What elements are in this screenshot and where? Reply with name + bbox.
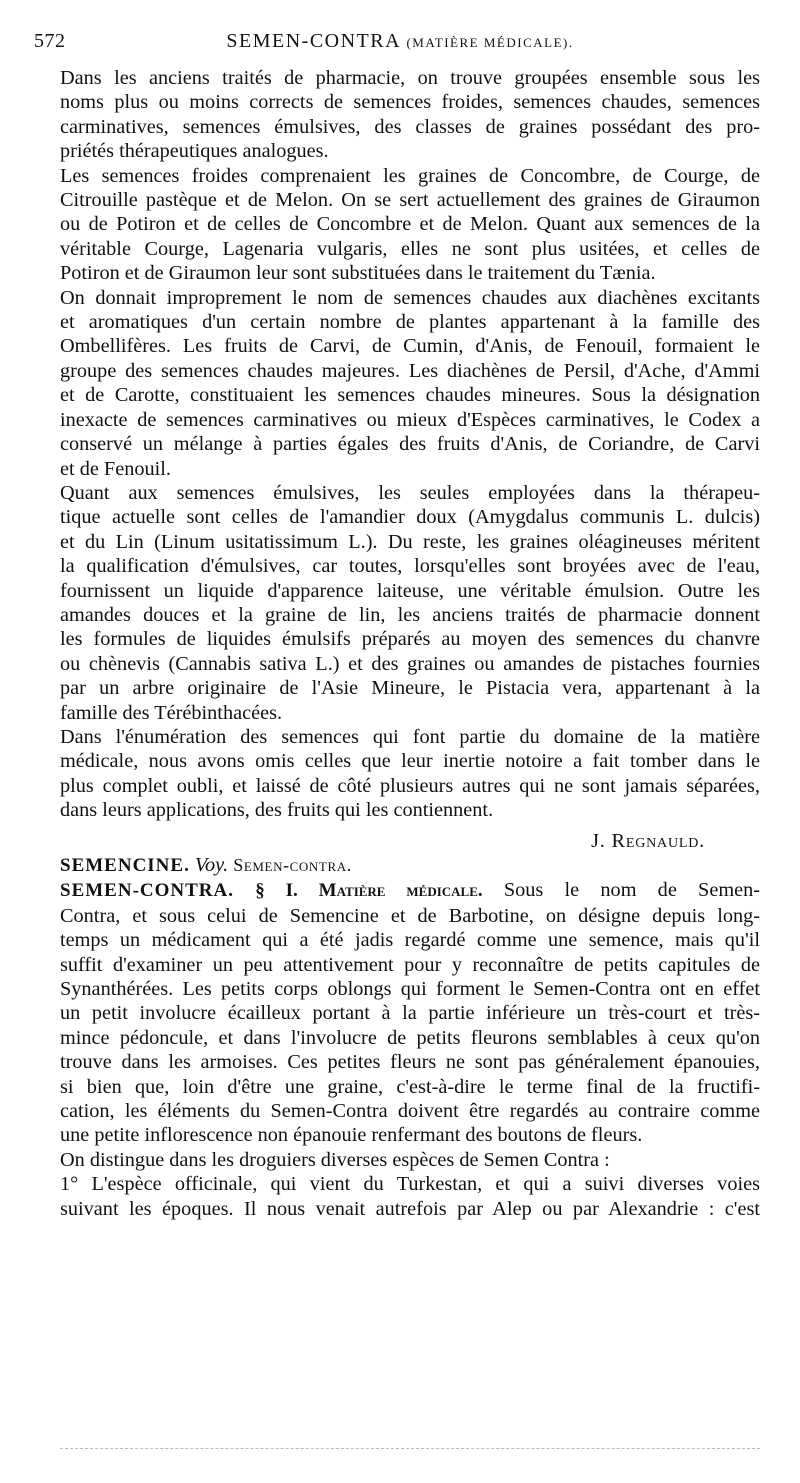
- text-line: médicale, nous avons omis celles que leur inertie notoire a fait tomber dans le: [60, 750, 760, 773]
- text-line: inexacte de semences carminatives ou mieux d'Espèces carminatives, le Codex a: [60, 408, 760, 431]
- running-title-main: SEMEN-CONTRA: [226, 30, 400, 52]
- text-line: cation, les éléments du Semen-Contra doivent être regardés au contraire comme: [60, 1100, 760, 1123]
- text-line: Citrouille pastèque et de Melon. On se sert actuellement des graines de Giraumon: [60, 189, 760, 212]
- text-line: famille des Térébinthacées.: [60, 701, 283, 724]
- text-line: Potiron et de Giraumon leur sont substituées dans le traitement du Tænia.: [60, 262, 656, 285]
- text-line: ou de Potiron et de celles de Concombre et de Melon. Quant aux semences de la: [60, 213, 760, 236]
- text-line: une petite inflorescence non épanouie renfermant des boutons de fleurs.: [60, 1124, 643, 1147]
- entry-headword: SEMEN-CONTRA.: [60, 880, 234, 902]
- entry-semen-contra: [30, 878, 760, 1147]
- text-line: carminatives, semences émulsives, des classes de graines possédant des pro-: [60, 115, 760, 138]
- entry-headword: SEMENCINE.: [60, 855, 190, 876]
- text-line: [30, 878, 760, 903]
- text-line: Les semences froides comprenaient les graines de Concombre, de Courge, de: [60, 164, 760, 187]
- text-line: un petit involucre écailleux portant à la partie inférieure un très-court et très-: [60, 1002, 760, 1025]
- lead-text: Sous le nom de Semen-: [503, 879, 761, 902]
- text-line: priétés thérapeutiques analogues.: [60, 140, 329, 163]
- running-title: [30, 30, 770, 53]
- cross-reference-target: Semen-contra.: [233, 855, 352, 875]
- text-line: mince pédoncule, et dans l'involucre de petits fleurons semblables à ceux qu'on: [60, 1026, 760, 1049]
- text-line: Synanthérées. Les petits corps oblongs qui forment le Semen-Contra ont en effet: [60, 978, 760, 1001]
- text-line: si bien que, loin d'être une graine, c'est-à-dire le terme final de la fructifi-: [60, 1075, 760, 1098]
- cross-reference-voy: Voy.: [194, 854, 229, 876]
- text-line: Contra, et sous celui de Semencine et de Barbotine, on désigne depuis long-: [60, 904, 760, 927]
- paragraph-cold-seeds: [30, 164, 760, 286]
- text-line: et du Lin (Linum usitatissimum L.). Du reste, les graines oléagineuses méritent: [60, 530, 760, 553]
- author-signature: J. Regnauld.: [591, 829, 705, 852]
- body-text: [30, 66, 760, 1221]
- section-heading: § I. Matière médicale.: [255, 880, 483, 902]
- text-line: On donnait improprement le nom de semences chaudes aux diachènes excitants: [60, 286, 760, 309]
- entry-semencine: [30, 853, 760, 878]
- text-line: fournissent un liquide d'apparence laiteuse, une véritable émulsion. Outre les: [60, 579, 760, 602]
- text-line: la qualification d'émulsives, car toutes, lorsqu'elles sont broyées avec de l'eau,: [60, 555, 760, 578]
- paragraph-hot-seeds: [30, 286, 760, 481]
- text-line: amandes douces et la graine de lin, les anciens traités de pharmacie donnent: [60, 603, 760, 626]
- paragraph-species: [30, 1148, 760, 1172]
- text-line: trouve dans les armoises. Ces petites fleurs ne sont pas généralement épanouies,: [60, 1051, 760, 1074]
- text-line: 1° L'espèce officinale, qui vient du Turkestan, et qui a suivi diverses voies: [60, 1173, 760, 1196]
- text-line: Quant aux semences émulsives, les seules employées dans la thérapeu-: [60, 481, 760, 504]
- text-line: suivant les époques. Il nous venait autrefois par Alep ou par Alexandrie : c'est: [60, 1197, 760, 1220]
- page-header: [30, 30, 770, 60]
- text-line: et de Carotte, constituaient les semences chaudes mineures. Sous la désignation: [60, 384, 760, 407]
- text-line: conservé un mélange à parties égales des fruits d'Anis, de Coriandre, de Carvi: [60, 433, 760, 456]
- text-line: dans leurs applications, des fruits qui les contiennent.: [60, 799, 494, 822]
- footer-divider: [60, 1448, 760, 1449]
- text-line: véritable Courge, Lagenaria vulgaris, elles ne sont plus usitées, et celles de: [60, 237, 760, 260]
- text-line: noms plus ou moins corrects de semences froides, semences chaudes, semences: [60, 91, 760, 114]
- text-line: plus complet oubli, et laissé de côté plusieurs autres qui ne sont jamais séparées,: [60, 774, 760, 797]
- running-title-sub: (MATIÈRE MÉDICALE).: [406, 35, 574, 50]
- text-line: ou chènevis (Cannabis sativa L.) et des graines ou amandes de pistaches fournies: [60, 652, 760, 675]
- text-line: temps un médicament qui a été jadis regardé comme une semence, mais qu'il: [60, 929, 760, 952]
- text-line: Dans les anciens traités de pharmacie, on trouve groupées ensemble sous les: [60, 67, 760, 89]
- paragraph-seed-groups: [30, 66, 760, 164]
- text-line: On distingue dans les droguiers diverses espèces de Semen Contra :: [60, 1148, 610, 1171]
- paragraph-official-species: [30, 1172, 760, 1221]
- text-line: suffit d'examiner un peu attentivement pour y reconnaître de petits capitules de: [60, 953, 760, 976]
- text-line: et aromatiques d'un certain nombre de plantes appartenant à la famille des: [60, 311, 760, 334]
- paragraph-omitted-seeds: [30, 725, 760, 823]
- text-line: et de Fenouil.: [60, 457, 171, 480]
- text-line: par un arbre originaire de l'Asie Mineure, le Pistacia vera, appartenant à la: [60, 677, 760, 700]
- paragraph-emulsive-seeds: [30, 481, 760, 725]
- text-line: tique actuelle sont celles de l'amandier doux (Amygdalus communis L. dulcis): [60, 506, 760, 529]
- text-line: Ombellifères. Les fruits de Carvi, de Cumin, d'Anis, de Fenouil, formaient le: [60, 335, 760, 358]
- text-line: groupe des semences chaudes majeures. Les diachènes de Persil, d'Ache, d'Ammi: [60, 359, 760, 382]
- page-number: 572: [34, 30, 66, 52]
- text-line: les formules de liquides émulsifs préparés au moyen des semences du chanvre: [60, 628, 760, 651]
- text-line: Dans l'énumération des semences qui font partie du domaine de la matière: [60, 725, 760, 748]
